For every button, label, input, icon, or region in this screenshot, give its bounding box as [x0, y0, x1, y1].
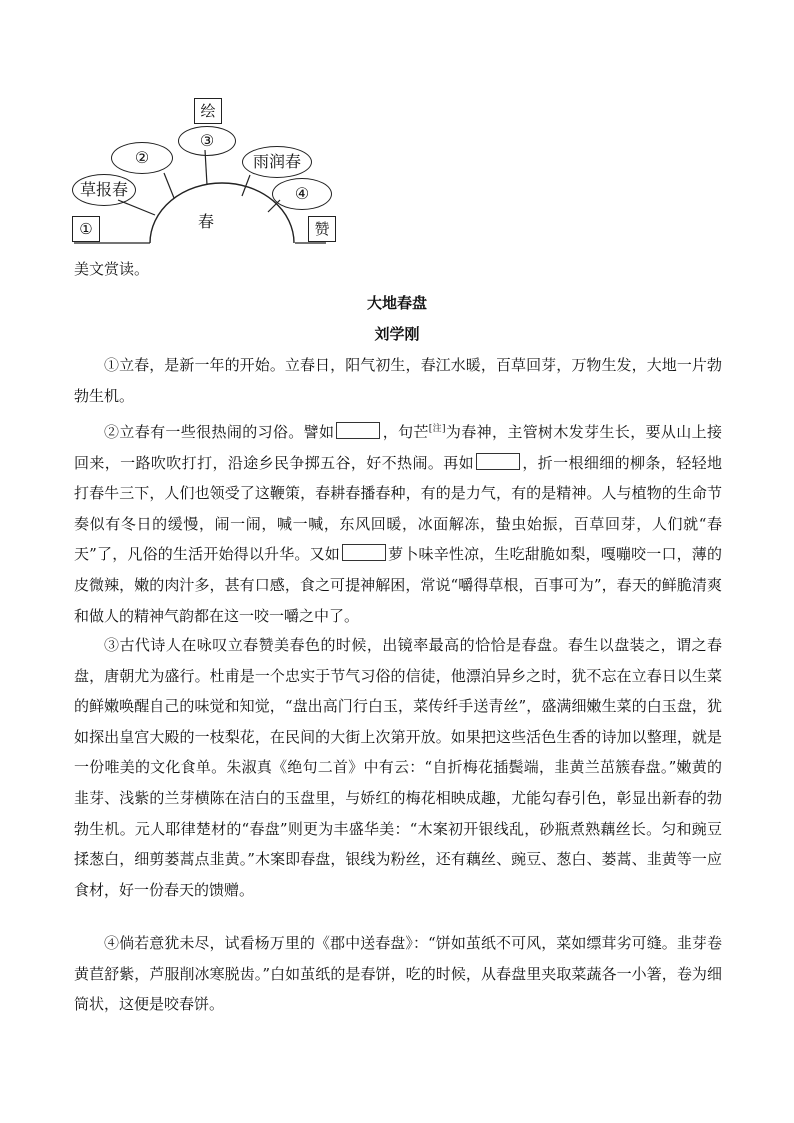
box-zan: 赞 [308, 216, 336, 242]
blank-1[interactable] [336, 422, 380, 439]
box-num1: ① [72, 216, 100, 242]
oval-yu-run-chun: 雨润春 [242, 146, 312, 178]
instruction: 美文赏读。 [74, 260, 150, 278]
p2-part-a: ②立春有一些很热闹的习俗。譬如 [104, 423, 335, 441]
oval-num2: ② [111, 142, 173, 174]
p2-part-d: ，折一根细细的柳条，轻轻地打春牛三下，人们也领受了这鞭策，春耕春播春种，有的是力气，有的是精神。人与植物的生命节奏似有冬日的缓慢，闹一闹，喊一喊，东风回暖，冰面解冻，蛰虫始振，百草回芽，人们就“春天”了，凡俗的生活开始得以升华。又如 [74, 453, 722, 564]
oval-num3: ③ [178, 126, 236, 156]
oval-num4: ④ [272, 178, 332, 210]
article-author: 刘学刚 [374, 325, 420, 343]
sun-label-chun: 春 [198, 212, 215, 231]
oval-cao-bao-chun: 草报春 [72, 174, 136, 206]
p2-part-e: 萝卜味辛性凉，生吃甜脆如梨，嘎嘣咬一口，薄的皮微辣，嫩的肉汁多，甚有口感，食之可提神解困，常说“嚼得草根，百事可为”，春天的鲜脆清爽和做人的精神气韵都在这一咬一嚼之中了。 [74, 545, 722, 625]
p2-part-b: ，句芒 [382, 423, 429, 441]
paragraph-3: ③古代诗人在咏叹立春赞美春色的时候，出镜率最高的恰恰是春盘。春生以盘装之，谓之春盘，唐朝尤为盛行。杜甫是一个忠实于节气习俗的信徒，他漂泊异乡之时，犹不忘在立春日以生菜的鲜嫩唤醒自己的味觉和知觉，“盘出高门行白玉，菜传纤手送青丝”，盛满细嫩生菜的白玉盘，犹如探出皇宫大殿的一枝梨花，在民间的大街上次第开放。如果把这些活色生香的诗加以整理，就是一份唯美的文化食单。朱淑真《绝句二首》中有云：“自折梅花插鬓端，韭黄兰茁簇春盘。”嫩黄的韭芽、浅紫的兰芽横陈在洁白的玉盘里，与娇红的梅花相映成趣，尤能勾春引色，彰显出新春的勃勃生机。元人耶律楚材的“春盘”则更为丰盛华美：“木案初开银线乱，砂瓶煮熟藕丝长。匀和豌豆揉葱白，细剪蒌蒿点韭黄。”木案即春盘，银线为粉丝，还有藕丝、豌豆、葱白、蒌蒿、韭黄等一应食材，好一份春天的馈赠。 [74, 636, 722, 899]
concept-diagram [60, 90, 350, 250]
paragraph-2 [74, 414, 722, 631]
note-marker: [注] [428, 424, 446, 434]
article-title: 大地春盘 [366, 294, 427, 312]
paragraph-1: ①立春，是新一年的开始。立春日，阳气初生，春江水暖，百草回芽，万物生发，大地一片勃勃生机。 [74, 356, 722, 405]
paragraph-4: ④倘若意犹未尽，试看杨万里的《郡中送春盘》：“饼如茧纸不可风，菜如缥茸劣可缝。韭芽卷黄苣舒紫，芦服削冰寒脱齿。”白如茧纸的是春饼，吃的时候，从春盘里夹取菜蔬各一小箸，卷为细筒状，这便是咬春饼。 [74, 934, 722, 1014]
blank-2[interactable] [476, 453, 520, 470]
label-hui: 绘 [194, 98, 222, 124]
blank-3[interactable] [342, 544, 386, 561]
p2-part-c: 为春神，主管树木发芽生长，要从山上接回来，一路吹吹打打，沿途乡民争掷五谷，好不热闹。再如 [74, 423, 722, 472]
